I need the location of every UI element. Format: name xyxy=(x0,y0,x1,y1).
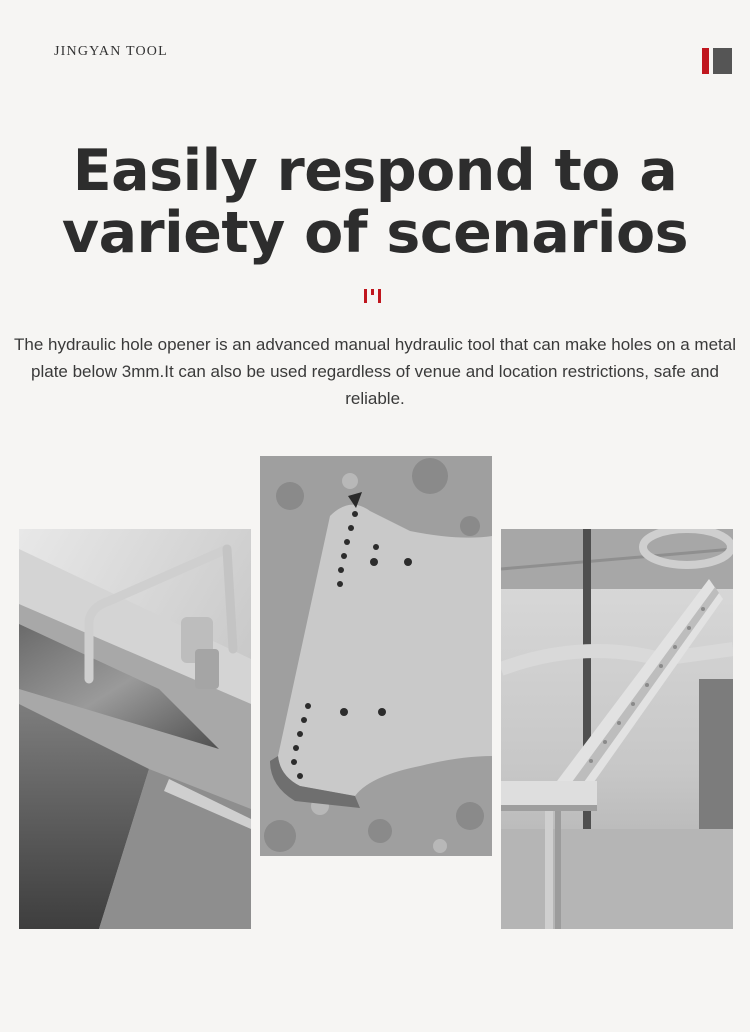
description: The hydraulic hole opener is an advanced manual hydraulic tool that can make holes on a metal plate below 3mm.It can also be used regardless of venue and location restrictions, safe and reliable. xyxy=(14,335,736,408)
page-title xyxy=(0,140,750,264)
corner-mark-icon xyxy=(702,48,732,74)
cable-tray-photo xyxy=(501,529,733,929)
title-line-2: variety of scenarios xyxy=(61,200,689,266)
title-line-1: Easily respond to a xyxy=(72,138,678,204)
stainless-steel-sink-photo xyxy=(19,529,251,929)
brand-name: JINGYAN TOOL xyxy=(54,44,168,59)
punched-metal-plate-photo xyxy=(260,456,492,856)
divider-icon xyxy=(364,289,386,303)
